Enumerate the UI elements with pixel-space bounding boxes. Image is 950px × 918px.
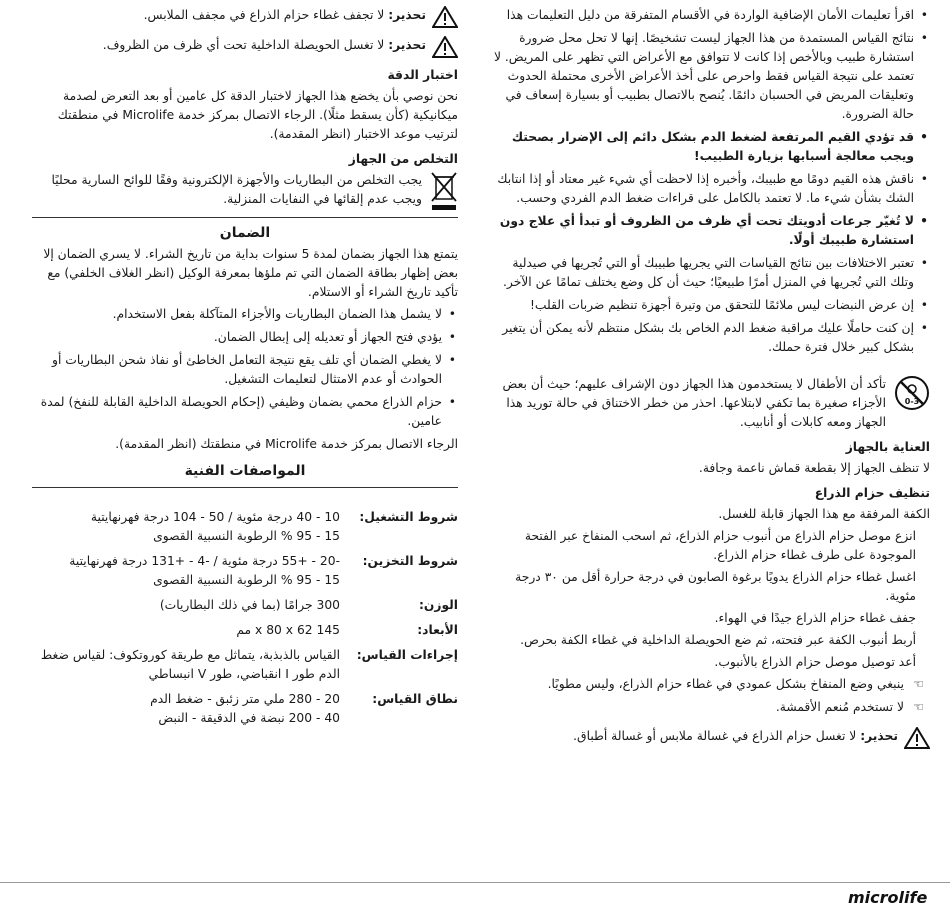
warranty-item: • حزام الذراع محمي بضمان وظيفي (إحكام الحويصلة الداخلية القابلة للنفخ) لمدة عامين. [32, 393, 442, 431]
children-warning-text: تأكد أن الأطفال لا يستخدمون هذا الجهاز دون الإشراف عليهم؛ حيث أن بعض الأجزاء صغيرة بما تكفي لابتلاعها. احذر من خطر الاختناق في حالة توريد هذا الجهاز ومعه كابلات أو أنابيب. [502, 377, 886, 429]
right-column [490, 6, 930, 757]
accuracy-title: اختبار الدقة [387, 68, 458, 82]
children-warning [490, 375, 930, 432]
spec-label: إجراءات القياس: [356, 648, 458, 662]
footer-divider [0, 882, 950, 883]
spec-value [32, 621, 340, 640]
cuff-cleaning-step: اغسل غطاء حزام الذراع يدويًا برغوة الصابون في درجة حرارة أقل من ٣٠ درجة مئوية. [515, 570, 916, 603]
spec-label: الوزن: [418, 598, 458, 612]
safety-item: • نتائج القياس المستمدة من هذا الجهاز ليست تشخيصًا. إنها لا تحل محل ضرورة استشارة طبيب وبالأخص إذا كانت لا تتوافق مع الأعراض التي تظهر على المريض. لا تعتمد على نتيجة القياس فقط واحرص على أخذ الأعراض الأخرى محتملة الحدوث وتعليقات المريض في الحسبان دائمًا. يُنصح بالاتصال بطبيب أو بسيارة إسعاف في حالة الضرورة. [490, 29, 914, 124]
warranty-intro: يتمتع هذا الجهاز بضمان لمدة 5 سنوات بداية من تاريخ الشراء. لا يسري الضمان إلا بعض إظهار بطاقة الضمان التي تم ملؤها بمعرفة الوكيل (انظر الغلاف الخلفي) مع تأكيد تاريخ الشراء أو الاستلام. [43, 247, 458, 299]
divider [32, 487, 458, 488]
safety-item: • ناقش هذه القيم دومًا مع طبيبك، وأخبره إذا لاحظت أي شيء غير معتاد أو إذا انتابك الشك بشأن شيء ما. لا تعتمد بالكامل على قراءات ضغط الدم الفردي وحسب. [490, 170, 914, 208]
small-parts-icon [894, 375, 930, 411]
spec-value [32, 596, 340, 615]
spec-value-line: -20 - +55 درجة مئوية / -4 - +131 درجة فهرنهايتية [69, 554, 340, 568]
care-title: العناية بالجهاز [845, 440, 930, 454]
cuff-cleaning-step: جفف غطاء حزام الذراع جيدًا في الهواء. [714, 611, 916, 625]
cuff-cleaning-line: الكفة المرفقة مع هذا الجهاز قابلة للغسل. [718, 507, 930, 521]
spec-value-line: 10 - 40 درجة مئوية / 50 - 104 درجة فهرنهايتية [90, 510, 340, 524]
cuff-cleaning-title: تنظيف حزام الذراع [814, 486, 930, 500]
brand-logo: microlife [848, 888, 928, 907]
warning-text: لا تجفف غطاء حزام الذراع في مجفف الملابس. [143, 8, 385, 22]
spec-value [32, 508, 340, 546]
left-column [32, 6, 458, 734]
disposal-text: يجب التخلص من البطاريات والأجهزة الإلكترونية وفقًا للوائح السارية محليًا ويجب عدم إلقائها في النفايات المنزلية. [51, 173, 422, 206]
small-parts-age-label: 0-3 [904, 397, 920, 406]
cuff-cleaning-step: أعد توصيل موصل حزام الذراع بالأنبوب. [714, 655, 916, 669]
warranty-contact: الرجاء الاتصال بمركز خدمة Microlife في منطقتك (انظر المقدمة). [115, 437, 458, 451]
safety-item: • لا تُغيّر جرعات أدويتك تحت أي ظرف من الظروف أو تبدأ أي علاج دون استشارة طبيبك أولًا. [490, 212, 914, 250]
spec-value-line: 15 - 95 % الرطوبة النسبية القصوى [153, 573, 340, 587]
spec-value-line: 15 - 95 % الرطوبة النسبية القصوى [153, 529, 340, 543]
warranty-item: • لا يشمل هذا الضمان البطاريات والأجزاء المتآكلة بفعل الاستخدام. [32, 305, 442, 324]
warranty-list [32, 305, 458, 431]
crossed-bin-icon [430, 171, 458, 211]
specs-table [32, 494, 458, 728]
warning-label: تحذير: [860, 729, 898, 743]
warranty-title: الضمان [219, 225, 271, 241]
safety-item: • قد تؤدي القيم المرتفعة لضغط الدم بشكل دائم إلى الإضرار بصحتك ويجب معالجة أسبابها بزيارة الطبيب! [490, 128, 914, 166]
warning-text: لا تغسل الحويصلة الداخلية تحت أي ظرف من الظروف. [102, 38, 385, 52]
spec-value-line: 20 - 280 ملي متر زئبق - ضغط الدم [150, 692, 340, 706]
warranty-item: • لا يغطي الضمان أي تلف يقع نتيجة التعامل الخاطئ أو نفاذ شحن البطاريات أو الحوادث أو عدم الامتثال لتعليمات التشغيل. [32, 351, 442, 389]
spec-row [32, 690, 458, 728]
safety-item: • إن عرض النبضات ليس ملائمًا للتحقق من وتيرة أجهزة تنظيم ضربات القلب! [490, 296, 914, 315]
safety-list [490, 6, 930, 357]
specs-title: المواصفات الفنية [184, 463, 306, 479]
disposal-title: التخلص من الجهاز [348, 152, 458, 166]
cuff-cleaning-step: أربط أنبوب الكفة عبر فتحته، ثم ضع الحويصلة الداخلية في غطاء الكفة بحرص. [520, 633, 916, 647]
warning-triangle-icon [904, 727, 930, 749]
spec-row [32, 508, 458, 546]
care-text: لا تنظف الجهاز إلا بقطعة قماش ناعمة وجافة. [698, 461, 930, 475]
safety-item: • إن كنت حاملًا عليك مراقبة ضغط الدم الخاص بك بشكل منتظم لأنه يمكن أن يتغير بشكل كبير خلال فترة حملك. [490, 319, 914, 357]
cuff-note: ☜ لا تستخدم مُنعم الأقمشة. [490, 698, 904, 717]
safety-item: • تعتبر الاختلافات بين نتائج القياسات التي يجريها طبيبك أو التي تُجريها في صيدلية وتلك التي تُجريها في المنزل أمرًا طبيعيًا؛ حيث أن كل وضع يختلف تمامًا عن الآخر. [490, 254, 914, 292]
spec-row [32, 552, 458, 590]
spec-label: شروط التخزين: [362, 554, 458, 568]
spec-value-line: القياس بالذبذبة، يتماثل مع طريقة كوروتكوف: لقياس ضغط الدم طور I انقباضي، طور V انبساطي [40, 648, 340, 681]
bladder-warning [32, 36, 458, 58]
spec-value-line: 300 جرامًا (بما في ذلك البطاريات) [159, 598, 340, 612]
cuff-cleaning-steps [490, 527, 930, 672]
warning-triangle-icon [432, 36, 458, 58]
safety-item: • اقرأ تعليمات الأمان الإضافية الواردة في الأقسام المتفرقة من دليل التعليمات هذا [490, 6, 914, 25]
dryer-warning [32, 6, 458, 28]
spec-value-line: 40 - 200 نبضة في الدقيقة - النبض [158, 711, 340, 725]
spec-value [32, 552, 340, 590]
divider [32, 217, 458, 218]
warranty-item: • يؤدي فتح الجهاز أو تعديله إلى إبطال الضمان. [32, 328, 442, 347]
cuff-note: ☜ ينبغي وضع المنفاخ بشكل عمودي في غطاء حزام الذراع، وليس مطويًا. [490, 675, 904, 694]
cuff-notes-list [490, 675, 930, 717]
spec-value [32, 690, 340, 728]
warning-label: تحذير: [388, 8, 426, 22]
cuff-cleaning-step: انزع موصل حزام الذراع من أنبوب حزام الذراع، ثم اسحب المنفاخ عبر الفتحة الموجودة على طرف غطاء حزام الذراع. [524, 529, 916, 562]
warning-label: تحذير: [388, 38, 426, 52]
warning-triangle-icon [432, 6, 458, 28]
spec-label: الأبعاد: [417, 623, 458, 637]
spec-value [32, 646, 340, 684]
disposal-section [32, 171, 458, 211]
spec-label: نطاق القياس: [372, 692, 458, 706]
spec-label: شروط التشغيل: [359, 510, 458, 524]
spec-value-line: 145 x 80 x 62 مم [236, 623, 340, 637]
washing-warning [490, 727, 930, 749]
spec-row [32, 596, 458, 615]
spec-row [32, 646, 458, 684]
accuracy-text: نحن نوصي بأن يخضع هذا الجهاز لاختبار الدقة كل عامين أو بعد التعرض لصدمة ميكانيكية (كأن يسقط مثلًا). الرجاء الاتصال بمركز خدمة Microlife في منطقتك لترتيب موعد الاختبار (انظر المقدمة). [57, 89, 458, 141]
warning-text: لا تغسل حزام الذراع في غسالة ملابس أو غسالة أطباق. [573, 729, 857, 743]
spec-row [32, 621, 458, 640]
